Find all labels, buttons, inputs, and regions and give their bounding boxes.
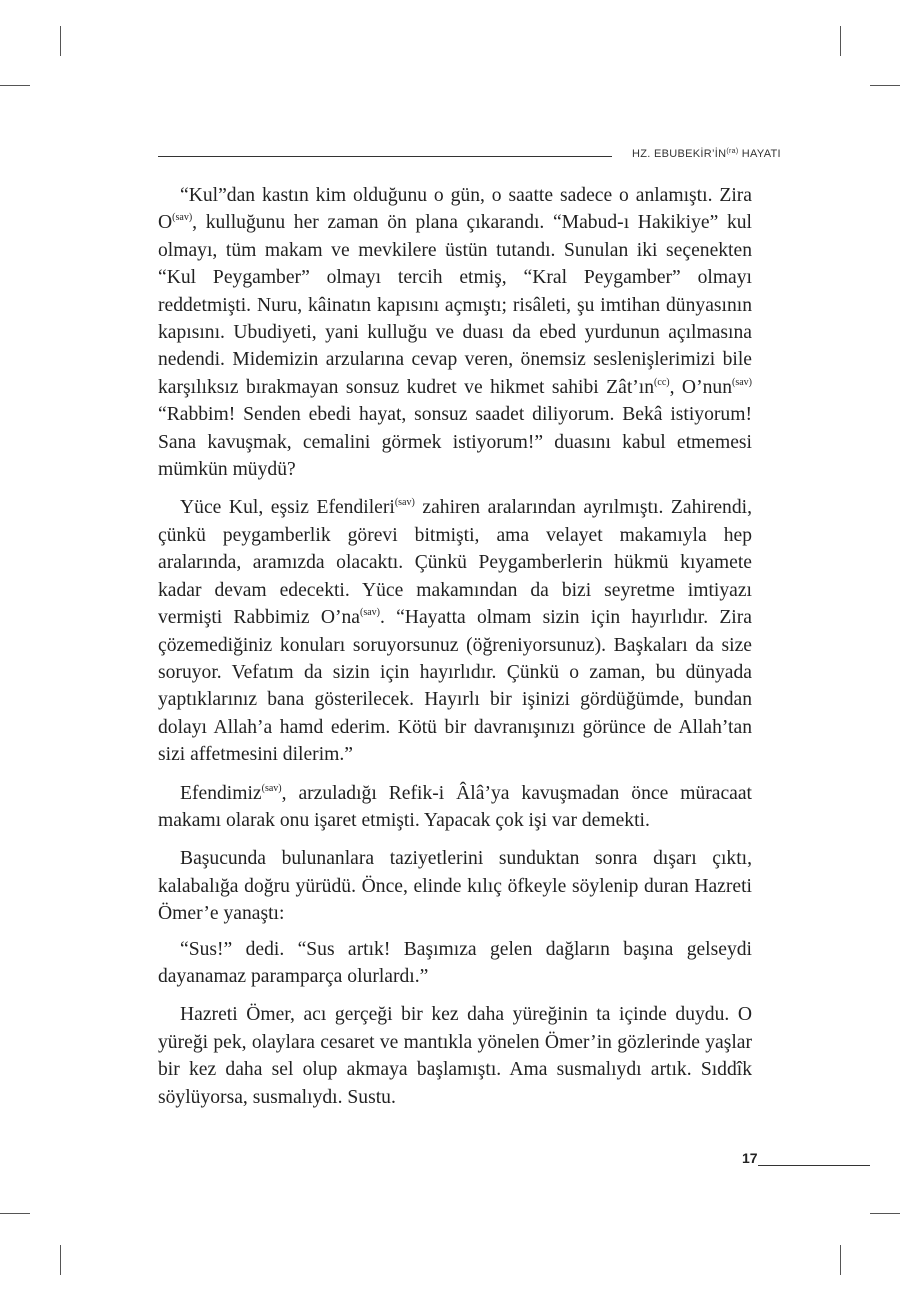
honorific-superscript: (sav)	[172, 212, 193, 224]
text-run: Yüce Kul, eşsiz Efendileri	[180, 497, 395, 519]
paragraph	[158, 1001, 752, 1111]
body-text	[158, 182, 752, 1122]
text-run: “Kul”dan kastın kim olduğunu o gün, o saatte sadece o anlamıştı. Zira O	[158, 185, 752, 234]
honorific-superscript: (cc)	[654, 376, 670, 388]
crop-mark-bottom-right	[840, 1245, 841, 1275]
text-run: , arzuladığı Refik-i Âlâ’ya kavuşmadan önce müracaat makamı olarak onu işaret etmişti. Yapacak çok işi var demekti.	[158, 782, 752, 831]
running-head-title: HZ. EBUBEKİR’İN	[632, 148, 727, 160]
running-head-honorific: (ra)	[726, 148, 739, 155]
paragraph	[158, 494, 752, 768]
paragraph	[158, 780, 752, 835]
crop-mark-left-top	[0, 85, 30, 86]
crop-mark-right-top	[870, 85, 900, 86]
crop-mark-bottom-left	[60, 1245, 61, 1275]
text-run: Hazreti Ömer, acı gerçeği bir kez daha yüreğinin ta içinde duydu. O yüreği pek, olaylara cesaret ve mantıkla yönelen Ömer’in gözlerinde yaşlar bir kez daha sel olup akmaya başlamıştı. Ama susmalıydı artık. Sıddîk söylüyorsa, susmalıydı. Sustu.	[158, 1004, 752, 1108]
text-run: Efendimiz	[180, 782, 262, 804]
crop-mark-top-left	[60, 26, 61, 56]
paragraph	[158, 936, 752, 991]
crop-mark-top-right	[840, 26, 841, 56]
text-run: , kulluğunu her zaman ön plana çıkarandı. “Mabud-ı Hakikiye” kul olmayı, tüm makam ve mevkilere üstün tutandı. Sunulan iki seçenekten “Kul Peygamber” olmayı tercih etmiş, “Kral Peygamber” olmayı reddetmişti. Nuru, kâinatın kapısını açmıştı; risâleti, şu imtihan dünyasının kapısını. Ubudiyeti, yani kulluğu ve duası da ebed yurdunun açılmasına nedendi. Midemizin arzularına cevap veren, önemsiz seslenişlerimizi bile karşılıksız bırakmayan sonsuz kudret ve hikmet sahibi Zât’ın	[158, 212, 752, 398]
running-head	[632, 148, 781, 160]
crop-mark-right-bottom	[870, 1213, 900, 1214]
honorific-superscript: (sav)	[394, 497, 415, 509]
paragraph	[158, 182, 752, 483]
running-head-suffix: HAYATI	[738, 148, 781, 160]
honorific-superscript: (sav)	[732, 376, 752, 388]
honorific-superscript: (sav)	[261, 782, 282, 794]
text-run: . “Hayatta olmam sizin için hayırlıdır. Zira çözemediğiniz konuları soruyorsunuz (öğreniyorsunuz). Başkaları da size soruyor. Vefatım da sizin için hayırlıdır. Çünkü o zaman, bu dünyada yaptıklarınız bana gösterilecek. Hayırlı bir işinizi gördüğümde, bundan dolayı Allah’a hamd ederim. Kötü bir davranışınızı görünce de Allah’tan sizi affetmesini dilerim.”	[158, 607, 752, 766]
crop-mark-left-bottom	[0, 1213, 30, 1214]
text-run: , O’nun	[669, 376, 732, 398]
text-run: Başucunda bulunanlara taziyetlerini sunduktan sonra dışarı çıktı, kalabalığa doğru yürüdü. Önce, elinde kılıç öfkeyle söylenip duran Hazreti Ömer’e yanaştı:	[158, 848, 752, 925]
text-run: “Rabbim! Senden ebedi hayat, sonsuz saadet diliyorum. Bekâ istiyorum! Sana kavuşmak, cemalini görmek istiyorum!” duasını kabul etmemesi mümkün müydü?	[158, 404, 752, 481]
text-run: zahiren aralarından ayrılmıştı. Zahirendi, çünkü peygamberlik görevi bitmişti, ama velayet makamıyla hep aralarında, aramızda olacaktı. Çünkü Peygamberlerin hükmü kıyamete kadar devam edecekti. Yüce makamından da bizi seyretme imtiyazı vermişti Rabbimiz O’na	[158, 497, 752, 629]
header-rule	[158, 156, 612, 157]
page-number: 17	[742, 1150, 758, 1166]
text-run: “Sus!” dedi. “Sus artık! Başımıza gelen dağların başına gelseydi dayanamaz paramparça olurlardı.”	[158, 938, 752, 987]
folio-rule	[758, 1165, 870, 1166]
honorific-superscript: (sav)	[360, 607, 380, 619]
paragraph	[158, 845, 752, 927]
